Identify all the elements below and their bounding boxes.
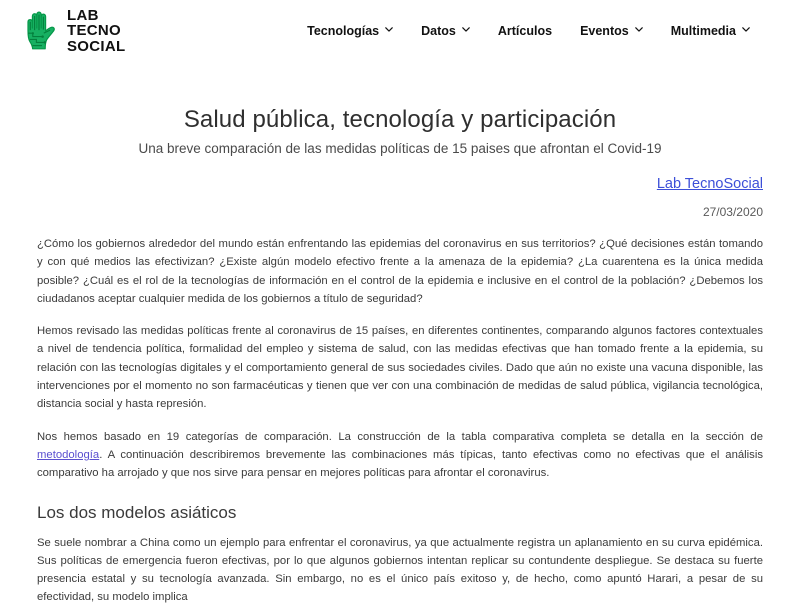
byline (37, 175, 763, 193)
logo-line-2: TECNO (67, 22, 121, 40)
metodologia-link[interactable]: metodología (37, 448, 100, 461)
nav-item-datos[interactable] (421, 24, 470, 38)
article-body (37, 235, 763, 607)
nav-item-multimedia[interactable] (671, 24, 750, 38)
main-navigation (307, 24, 786, 38)
page-subtitle: Una breve comparación de las medidas políticas de 15 paises que afrontan el Covid-19 (138, 141, 662, 156)
author-link[interactable]: Lab TecnoSocial (656, 176, 763, 192)
site-logo[interactable] (22, 8, 125, 54)
hand-circuit-icon (22, 10, 60, 52)
paragraph-3-text-after: . A continuación describiremos brevemente las combinaciones más típicas, tanto efectivas como no efectivas que el análisis comparativo ha arrojado y que nos sirve para pensar en mejores políticas para afrontar el coronavirus. (37, 448, 763, 480)
article-container (0, 106, 800, 607)
nav-item-tecnologias[interactable] (307, 24, 393, 38)
publish-date: 27/03/2020 (702, 205, 763, 219)
logo-line-3: SOCIAL (67, 37, 126, 55)
site-header (0, 0, 800, 62)
chevron-down-icon (385, 26, 393, 34)
paragraph-3 (37, 428, 763, 483)
chevron-down-icon (462, 26, 470, 34)
paragraph-4: Se suele nombrar a China como un ejemplo para enfrentar el coronavirus, ya que actualmente registra un aplanamiento en su curva epidémica. Sus políticas de emergencia fueron efectivas, por lo que algunos gobiernos intentan replicar su contundente despliegue. Se destaca su fuerte presencia estatal y su tecnología avanzada. Sin embargo, no es el único país exitoso y, de hecho, como apuntó Harari, a pesar de su efectividad, su modelo implica (37, 536, 763, 604)
nav-label-datos: Datos (421, 24, 456, 38)
nav-label-articulos: Artículos (497, 24, 553, 38)
nav-label-eventos: Eventos (580, 24, 629, 38)
nav-label-tecnologias: Tecnologías (307, 24, 380, 38)
nav-item-eventos[interactable] (580, 24, 643, 38)
section-heading: Los dos modelos asiáticos (37, 502, 237, 522)
nav-label-multimedia: Multimedia (670, 24, 736, 38)
paragraph-1: ¿Cómo los gobiernos alrededor del mundo están enfrentando las epidemias del coronavirus en sus territorios? ¿Qué decisiones están tomando y con qué medios las efectivizan? ¿Existe algún modelo efectivo frente a la amenaza de la epidemia? ¿La cuarentena es la única medida posible? ¿Cuál es el rol de la tecnologías de información en el control de la epidemia e inclusive en el control de la población? ¿Debemos los ciudadanos aceptar cualquier medida de los gobiernos a título de seguridad? (37, 238, 763, 305)
nav-item-articulos[interactable] (498, 24, 552, 38)
chevron-down-icon (742, 26, 750, 34)
logo-line-1: LAB (67, 7, 99, 25)
chevron-down-icon (635, 26, 643, 34)
logo-wordmark (67, 8, 125, 54)
paragraph-2: Hemos revisado las medidas políticas frente al coronavirus de 15 países, en diferentes continentes, comparando algunos factores contextuales a nivel de tendencia política, formalidad del empleo y sistema de salud, con las medidas efectivas que han tomado frente a la epidemia, su relación con las tecnologías digitales y el comportamiento general de sus sociedades civiles. Dado que aún no existe una vacuna disponible, las intervenciones por el momento no son farmacéuticas y tienen que ver con una combinación de medidas de salud pública, vigilancia tecnológica, distancia social y hasta represión. (37, 325, 763, 411)
page-title: Salud pública, tecnología y participación (183, 106, 617, 133)
paragraph-3-text-before: Nos hemos basado en 19 categorías de comparación. La construcción de la tabla comparativa completa se detalla en la sección de (37, 430, 763, 443)
